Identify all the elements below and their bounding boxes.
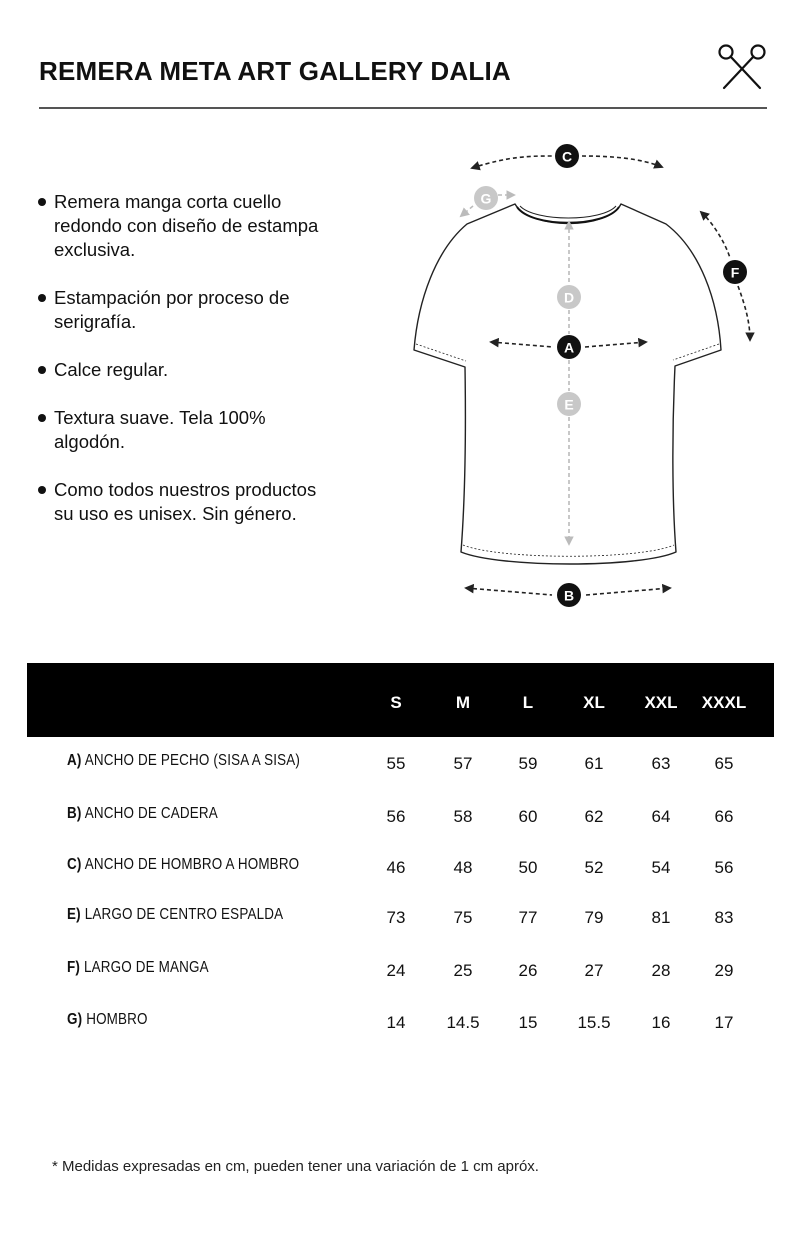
- tshirt-outline: [414, 204, 721, 564]
- table-cell: 50: [518, 858, 538, 877]
- table-cell: 57: [453, 754, 473, 773]
- table-cell: 81: [651, 908, 671, 927]
- marker-d: [557, 285, 581, 309]
- marker-b: [557, 583, 581, 607]
- table-cell: 75: [453, 908, 473, 927]
- table-cell: 64: [651, 807, 671, 826]
- table-cell: 28: [651, 961, 671, 980]
- table-cell: 58: [453, 807, 473, 826]
- marker-a: [557, 335, 581, 359]
- table-cell: 27: [584, 961, 604, 980]
- table-cell: 59: [518, 754, 538, 773]
- feature-item: Textura suave. Tela 100% algodón.: [37, 406, 337, 454]
- svg-text:E: E: [564, 396, 574, 413]
- table-cell: 15: [518, 1013, 538, 1032]
- row-code: C): [67, 856, 82, 873]
- table-cell: 52: [584, 858, 604, 877]
- page-title: REMERA META ART GALLERY DALIA: [39, 56, 511, 86]
- table-row: [0, 752, 800, 782]
- row-label: [67, 906, 283, 924]
- row-code: G): [67, 1011, 83, 1028]
- size-table-header: [27, 663, 774, 737]
- table-cell: 63: [651, 754, 671, 773]
- row-label: [67, 959, 209, 977]
- row-label: [67, 752, 300, 770]
- size-header-xxl: XXL: [644, 693, 678, 712]
- table-cell: 66: [714, 807, 734, 826]
- table-cell: 14.5: [446, 1013, 480, 1032]
- row-label: [67, 856, 299, 874]
- svg-text:C: C: [561, 148, 573, 165]
- table-row: [0, 1011, 800, 1041]
- row-name: ANCHO DE HOMBRO A HOMBRO: [84, 856, 300, 873]
- table-cell: 55: [386, 754, 406, 773]
- row-name: LARGO DE CENTRO ESPALDA: [84, 906, 284, 923]
- row-name: ANCHO DE PECHO (SISA A SISA): [84, 752, 301, 769]
- marker-c: [555, 144, 579, 168]
- table-cell: 24: [386, 961, 406, 980]
- table-row: [0, 805, 800, 835]
- row-name: ANCHO DE CADERA: [84, 805, 218, 822]
- marker-e: [557, 392, 581, 416]
- table-row: [0, 856, 800, 886]
- table-cell: 25: [453, 961, 473, 980]
- table-row: [0, 959, 800, 989]
- table-cell: 14: [386, 1013, 406, 1032]
- footnote: * Medidas expresadas en cm, pueden tener una variación de 1 cm apróx.: [52, 1158, 539, 1175]
- table-cell: 17: [714, 1013, 734, 1032]
- row-label: [67, 805, 218, 823]
- table-cell: 61: [584, 754, 604, 773]
- feature-list: [37, 190, 337, 550]
- table-cell: 48: [453, 858, 473, 877]
- table-row: [0, 906, 800, 936]
- table-cell: 83: [714, 908, 734, 927]
- row-code: B): [67, 805, 82, 822]
- svg-text:A: A: [563, 339, 575, 356]
- svg-text:D: D: [563, 289, 575, 306]
- feature-item: Estampación por proceso de serigrafía.: [37, 286, 337, 334]
- row-name: HOMBRO: [86, 1011, 148, 1028]
- size-header-m: M: [455, 693, 471, 712]
- marker-f: [723, 260, 747, 284]
- table-cell: 56: [714, 858, 734, 877]
- table-cell: 62: [584, 807, 604, 826]
- feature-item: Como todos nuestros productos su uso es unisex. Sin género.: [37, 478, 337, 526]
- marker-g: [474, 186, 498, 210]
- table-cell: 73: [386, 908, 406, 927]
- size-header-xxxl: XXXL: [701, 693, 747, 712]
- svg-text:B: B: [563, 587, 575, 604]
- size-header-xl: XL: [583, 693, 605, 712]
- row-code: E): [67, 906, 81, 923]
- tshirt-measurement-diagram: [400, 135, 780, 615]
- table-cell: 46: [386, 858, 406, 877]
- table-cell: 26: [518, 961, 538, 980]
- row-name: LARGO DE MANGA: [83, 959, 209, 976]
- svg-text:F: F: [730, 264, 740, 281]
- row-code: A): [67, 752, 82, 769]
- table-cell: 65: [714, 754, 734, 773]
- scissors-icon: [716, 42, 768, 90]
- feature-item: Calce regular.: [37, 358, 337, 382]
- table-cell: 56: [386, 807, 406, 826]
- table-cell: 54: [651, 858, 671, 877]
- table-cell: 15.5: [577, 1013, 611, 1032]
- table-cell: 16: [651, 1013, 671, 1032]
- svg-text:G: G: [480, 190, 492, 207]
- table-cell: 29: [714, 961, 734, 980]
- row-code: F): [67, 959, 81, 976]
- title-divider: [39, 107, 767, 109]
- size-header-l: L: [522, 693, 534, 712]
- size-header-s: S: [390, 693, 402, 712]
- table-cell: 77: [518, 908, 538, 927]
- table-cell: 60: [518, 807, 538, 826]
- table-cell: 79: [584, 908, 604, 927]
- row-label: [67, 1011, 148, 1029]
- feature-item: Remera manga corta cuello redondo con diseño de estampa exclusiva.: [37, 190, 337, 262]
